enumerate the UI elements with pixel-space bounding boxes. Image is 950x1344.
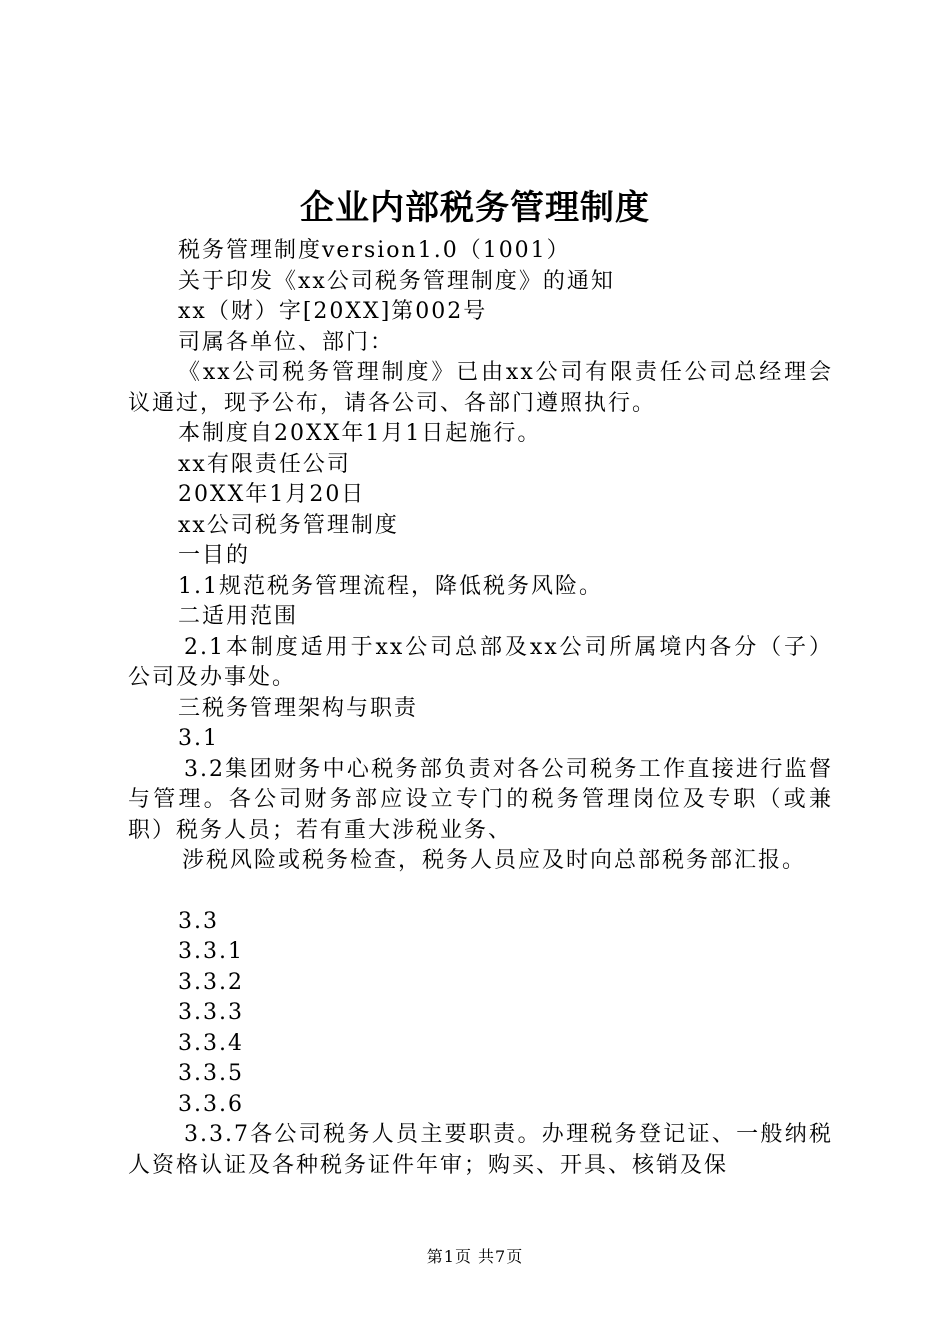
clause-3-3-4: 3.3.4 <box>178 1030 244 1056</box>
clause-3-3-1: 3.3.1 <box>178 939 244 964</box>
clause-3-3-5: 3.3.5 <box>178 1061 244 1086</box>
clause-3-3-7: 3.3.7各公司税务人员主要职责。办理税务登记证、一般纳税人资格认证及各种税务证件年审；购买、开具、核销及保 <box>128 1122 833 1178</box>
clause-3-2: 3.2集团财务中心税务部负责对各公司税务工作直接进行监督与管理。各公司财务部应设立专门的税务管理岗位及专职（或兼职）税务人员；若有重大涉税业务、 <box>128 756 833 843</box>
paragraph-regulation-name: xx公司税务管理制度 <box>178 512 399 538</box>
clause-3-3-2: 3.3.2 <box>178 969 244 995</box>
section-heading-purpose: 一目的 <box>178 543 251 568</box>
clause-1-1: 1.1规范税务管理流程，降低税务风险。 <box>178 573 603 599</box>
page-indicator: 第1页 共7页 <box>426 1247 524 1266</box>
clause-3-3-6: 3.3.6 <box>178 1091 244 1117</box>
document-body <box>128 236 833 1181</box>
paragraph-issuer: xx有限责任公司 <box>178 451 351 477</box>
paragraph-document-number: xx（财）字[20XX]第002号 <box>178 299 488 324</box>
section-heading-scope: 二适用范围 <box>178 604 299 629</box>
paragraph-addressee: 司属各单位、部门： <box>178 329 395 355</box>
clause-3-3: 3.3 <box>178 908 219 934</box>
section-heading-structure: 三税务管理架构与职责 <box>178 695 419 721</box>
clause-2-1: 2.1本制度适用于xx公司总部及xx公司所属境内各分（子）公司及办事处。 <box>128 634 833 690</box>
clause-3-1: 3.1 <box>178 726 219 751</box>
document-title: 企业内部税务管理制度 <box>300 188 650 228</box>
clause-3-3-3: 3.3.3 <box>178 1000 244 1025</box>
blank-line <box>128 877 833 907</box>
paragraph-issue-date: 20XX年1月20日 <box>178 482 366 507</box>
paragraph-effective-date: 本制度自20XX年1月1日起施行。 <box>178 421 542 446</box>
clause-3-2-continued: 涉税风险或税务检查，税务人员应及时向总部税务部汇报。 <box>182 848 807 873</box>
paragraph-announcement: 《xx公司税务管理制度》已由xx公司有限责任公司总经理会议通过，现予公布，请各公司、各部门遵照执行。 <box>128 360 833 416</box>
paragraph-version: 税务管理制度version1.0（1001） <box>178 238 571 263</box>
paragraph-notice-title: 关于印发《xx公司税务管理制度》的通知 <box>178 268 615 294</box>
